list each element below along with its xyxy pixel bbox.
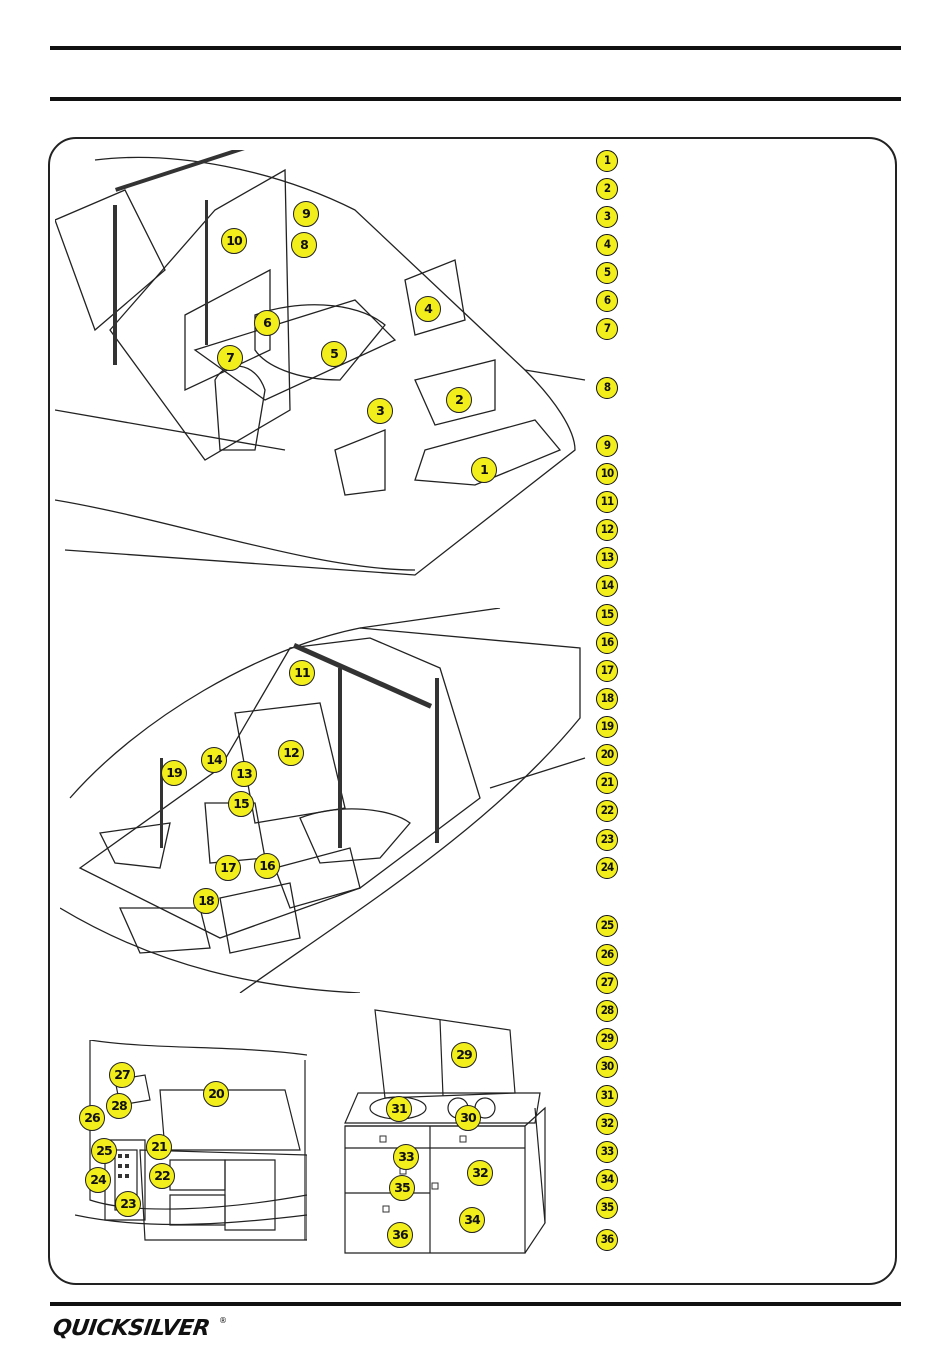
legend-badge: 9: [596, 435, 618, 457]
callout-32: 32: [467, 1160, 493, 1186]
legend-badge: 21: [596, 772, 618, 794]
legend-badge: 5: [596, 262, 618, 284]
callout-24: 24: [85, 1167, 111, 1193]
legend-badge: 13: [596, 547, 618, 569]
callout-8: 8: [291, 232, 317, 258]
legend-badge: 14: [596, 575, 618, 597]
legend-badge: 24: [596, 857, 618, 879]
callout-31: 31: [386, 1096, 412, 1122]
callout-1: 1: [471, 457, 497, 483]
legend-badge: 4: [596, 234, 618, 256]
callout-19: 19: [161, 760, 187, 786]
legend-badge: 29: [596, 1028, 618, 1050]
legend-badge: 32: [596, 1113, 618, 1135]
legend-badge: 3: [596, 206, 618, 228]
callout-26: 26: [79, 1105, 105, 1131]
callout-23: 23: [115, 1191, 141, 1217]
callout-3: 3: [367, 398, 393, 424]
callout-13: 13: [231, 761, 257, 787]
callout-4: 4: [415, 296, 441, 322]
legend-badge: 22: [596, 800, 618, 822]
legend-badge: 35: [596, 1197, 618, 1219]
header-rule: [50, 97, 901, 101]
legend-badge: 12: [596, 519, 618, 541]
legend-badge: 16: [596, 632, 618, 654]
callout-11: 11: [289, 660, 315, 686]
legend-badge: 25: [596, 915, 618, 937]
callout-30: 30: [455, 1105, 481, 1131]
cockpit-illustration-middle: [60, 608, 590, 993]
legend-badge: 19: [596, 716, 618, 738]
callout-7: 7: [217, 345, 243, 371]
callout-27: 27: [109, 1062, 135, 1088]
legend-badge: 8: [596, 377, 618, 399]
callout-33: 33: [393, 1144, 419, 1170]
legend-badge: 7: [596, 318, 618, 340]
legend-badge: 33: [596, 1141, 618, 1163]
callout-18: 18: [193, 888, 219, 914]
legend-badge: 31: [596, 1085, 618, 1107]
callout-34: 34: [459, 1207, 485, 1233]
callout-5: 5: [321, 341, 347, 367]
callout-36: 36: [387, 1222, 413, 1248]
top-rule: [50, 46, 901, 50]
legend-badge: 23: [596, 829, 618, 851]
legend-badge: 2: [596, 178, 618, 200]
callout-6: 6: [254, 310, 280, 336]
legend-badge: 6: [596, 290, 618, 312]
legend-badge: 11: [596, 491, 618, 513]
legend-badge: 20: [596, 744, 618, 766]
callout-15: 15: [228, 791, 254, 817]
callout-29: 29: [451, 1042, 477, 1068]
callout-17: 17: [215, 855, 241, 881]
callout-16: 16: [254, 853, 280, 879]
registered-mark: ®: [219, 1316, 227, 1325]
footer-rule: [50, 1302, 901, 1306]
galley-unit-illustration: [340, 1008, 550, 1258]
legend-badge: 28: [596, 1000, 618, 1022]
callout-9: 9: [293, 201, 319, 227]
legend-badge: 10: [596, 463, 618, 485]
legend-badge: 36: [596, 1229, 618, 1251]
callout-12: 12: [278, 740, 304, 766]
legend-badge: 34: [596, 1169, 618, 1191]
callout-35: 35: [389, 1175, 415, 1201]
legend-badge: 15: [596, 604, 618, 626]
callout-21: 21: [146, 1134, 172, 1160]
callout-10: 10: [221, 228, 247, 254]
callout-20: 20: [203, 1081, 229, 1107]
legend-badge: 26: [596, 944, 618, 966]
legend-badge: 30: [596, 1056, 618, 1078]
legend-badge: 1: [596, 150, 618, 172]
legend-badge: 27: [596, 972, 618, 994]
callout-2: 2: [446, 387, 472, 413]
cockpit-illustration-top: [55, 150, 590, 580]
callout-22: 22: [149, 1163, 175, 1189]
legend-badge: 17: [596, 660, 618, 682]
brand-logo: QUICKSILVER: [51, 1316, 212, 1341]
callout-25: 25: [91, 1138, 117, 1164]
callout-14: 14: [201, 747, 227, 773]
legend-badge: 18: [596, 688, 618, 710]
callout-28: 28: [106, 1093, 132, 1119]
